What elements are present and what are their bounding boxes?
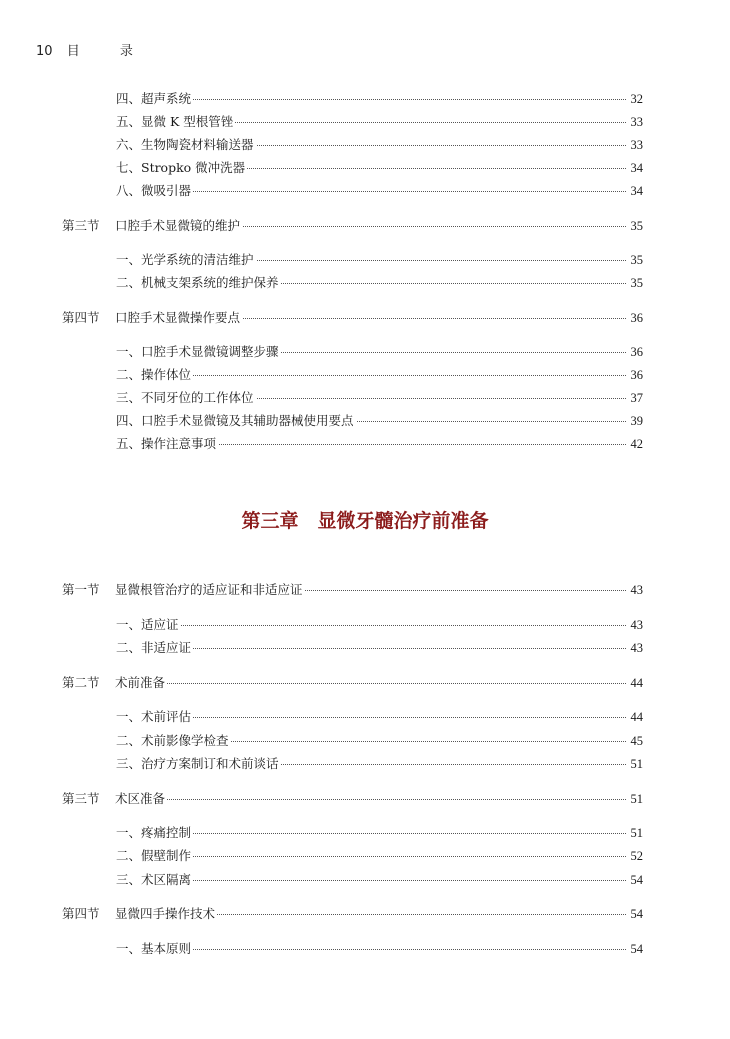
section-number: 第二节	[62, 675, 100, 690]
dot-leader	[120, 375, 626, 376]
toc-section[interactable]	[0, 580, 730, 600]
toc-entry-title: 六、生物陶瓷材料输送器	[116, 135, 256, 155]
dot-leader	[120, 880, 626, 881]
toc-entry-page: 39	[629, 411, 644, 431]
dot-leader	[120, 625, 626, 626]
toc-section-heading	[62, 789, 167, 809]
toc-section-heading	[62, 216, 242, 236]
toc-entry[interactable]	[0, 434, 730, 454]
toc-section[interactable]	[0, 308, 730, 328]
dot-leader	[120, 949, 626, 950]
toc-section[interactable]	[0, 904, 730, 924]
dot-leader	[120, 191, 626, 192]
toc-entry[interactable]	[0, 342, 730, 362]
toc-entry-page: 54	[629, 939, 644, 959]
toc-entry-title: 二、假壁制作	[116, 846, 193, 866]
section-number: 第四节	[62, 310, 100, 325]
toc-entry[interactable]	[0, 135, 730, 155]
toc-entry[interactable]	[0, 158, 730, 178]
toc-entry[interactable]	[0, 870, 730, 890]
dot-leader	[120, 856, 626, 857]
section-title: 口腔手术显微镜的维护	[115, 218, 241, 233]
toc-section-page: 36	[629, 308, 644, 328]
toc-entry-page: 34	[629, 181, 644, 201]
toc-entry-title: 一、术前评估	[116, 707, 193, 727]
toc-entry-title: 一、基本原则	[116, 939, 193, 959]
toc-entry-page: 52	[629, 846, 644, 866]
section-number: 第四节	[62, 906, 100, 921]
toc-section-heading	[62, 904, 217, 924]
toc-section-heading	[62, 673, 167, 693]
toc-entry[interactable]	[0, 181, 730, 201]
toc-entry-title: 五、显微 K 型根管锉	[116, 112, 235, 132]
toc-entry[interactable]	[0, 846, 730, 866]
toc-section[interactable]	[0, 789, 730, 809]
section-title: 显微根管治疗的适应证和非适应证	[115, 582, 303, 597]
toc-entry-title: 七、Stropko 微冲洗器	[116, 158, 247, 178]
dot-leader	[120, 833, 626, 834]
section-title: 术前准备	[115, 675, 166, 690]
toc-section-page: 54	[629, 904, 644, 924]
toc-entry[interactable]	[0, 707, 730, 727]
section-title: 口腔手术显微操作要点	[115, 310, 241, 325]
toc-entry[interactable]	[0, 615, 730, 635]
toc-section-page: 44	[629, 673, 644, 693]
running-header	[36, 40, 151, 59]
toc-entry-title: 四、超声系统	[116, 89, 193, 109]
toc-entry[interactable]	[0, 112, 730, 132]
toc-entry-page: 35	[629, 273, 644, 293]
dot-leader	[120, 99, 626, 100]
toc-entry[interactable]	[0, 250, 730, 270]
toc-entry-page: 37	[629, 388, 644, 408]
toc-entry-title: 一、适应证	[116, 615, 181, 635]
chapter-title[interactable]: 第三章 显微牙髓治疗前准备	[241, 510, 489, 532]
toc-section-page: 51	[629, 789, 644, 809]
toc-entry-page: 34	[629, 158, 644, 178]
toc-entry[interactable]	[0, 731, 730, 751]
toc-entry-page: 44	[629, 707, 644, 727]
toc-section-page: 43	[629, 580, 644, 600]
toc-entry[interactable]	[0, 365, 730, 385]
toc-entry-title: 二、非适应证	[116, 638, 193, 658]
toc-entry-page: 33	[629, 135, 644, 155]
toc-entry-title: 一、口腔手术显微镜调整步骤	[116, 342, 281, 362]
toc-section[interactable]	[0, 673, 730, 693]
toc-entry-page: 54	[629, 870, 644, 890]
toc-entry-page: 36	[629, 365, 644, 385]
toc-entry-page: 51	[629, 823, 644, 843]
toc-entry-title: 一、疼痛控制	[116, 823, 193, 843]
page-number: 10	[36, 44, 53, 59]
section-title: 显微四手操作技术	[115, 906, 216, 921]
toc-entry-title: 二、术前影像学检查	[116, 731, 231, 751]
toc-entry-title: 一、光学系统的清洁维护	[116, 250, 256, 270]
toc-entry-page: 43	[629, 615, 644, 635]
toc-entry-title: 三、治疗方案制订和术前谈话	[116, 754, 281, 774]
toc-entry[interactable]	[0, 411, 730, 431]
running-header-label: 目 录	[66, 44, 151, 59]
toc-entry-page: 51	[629, 754, 644, 774]
section-number: 第一节	[62, 582, 100, 597]
toc-section[interactable]	[0, 216, 730, 236]
toc-entry-title: 四、口腔手术显微镜及其辅助器械使用要点	[116, 411, 356, 431]
toc-entry-page: 43	[629, 638, 644, 658]
toc-entry-page: 32	[629, 89, 644, 109]
toc-section-heading	[62, 580, 305, 600]
dot-leader	[120, 648, 626, 649]
toc-section-page: 35	[629, 216, 644, 236]
dot-leader	[120, 717, 626, 718]
toc-entry-title: 二、机械支架系统的维护保养	[116, 273, 281, 293]
toc-entry-title: 五、操作注意事项	[116, 434, 218, 454]
toc-entry[interactable]	[0, 273, 730, 293]
toc-entry[interactable]	[0, 754, 730, 774]
toc-entry-page: 36	[629, 342, 644, 362]
section-number: 第三节	[62, 791, 100, 806]
toc-entry-page: 45	[629, 731, 644, 751]
toc-entry[interactable]	[0, 823, 730, 843]
toc-entry-title: 三、不同牙位的工作体位	[116, 388, 256, 408]
toc-entry-page: 33	[629, 112, 644, 132]
section-title: 术区准备	[115, 791, 166, 806]
toc-entry-title: 八、微吸引器	[116, 181, 193, 201]
toc-entry[interactable]	[0, 939, 730, 959]
toc-entry-page: 35	[629, 250, 644, 270]
toc-entry-title: 三、术区隔离	[116, 870, 193, 890]
section-number: 第三节	[62, 218, 100, 233]
toc-entry[interactable]	[0, 388, 730, 408]
toc-entry-page: 42	[629, 434, 644, 454]
toc-entry[interactable]	[0, 89, 730, 109]
toc-entry-title: 二、操作体位	[116, 365, 193, 385]
toc-section-heading	[62, 308, 242, 328]
toc-entry[interactable]	[0, 638, 730, 658]
